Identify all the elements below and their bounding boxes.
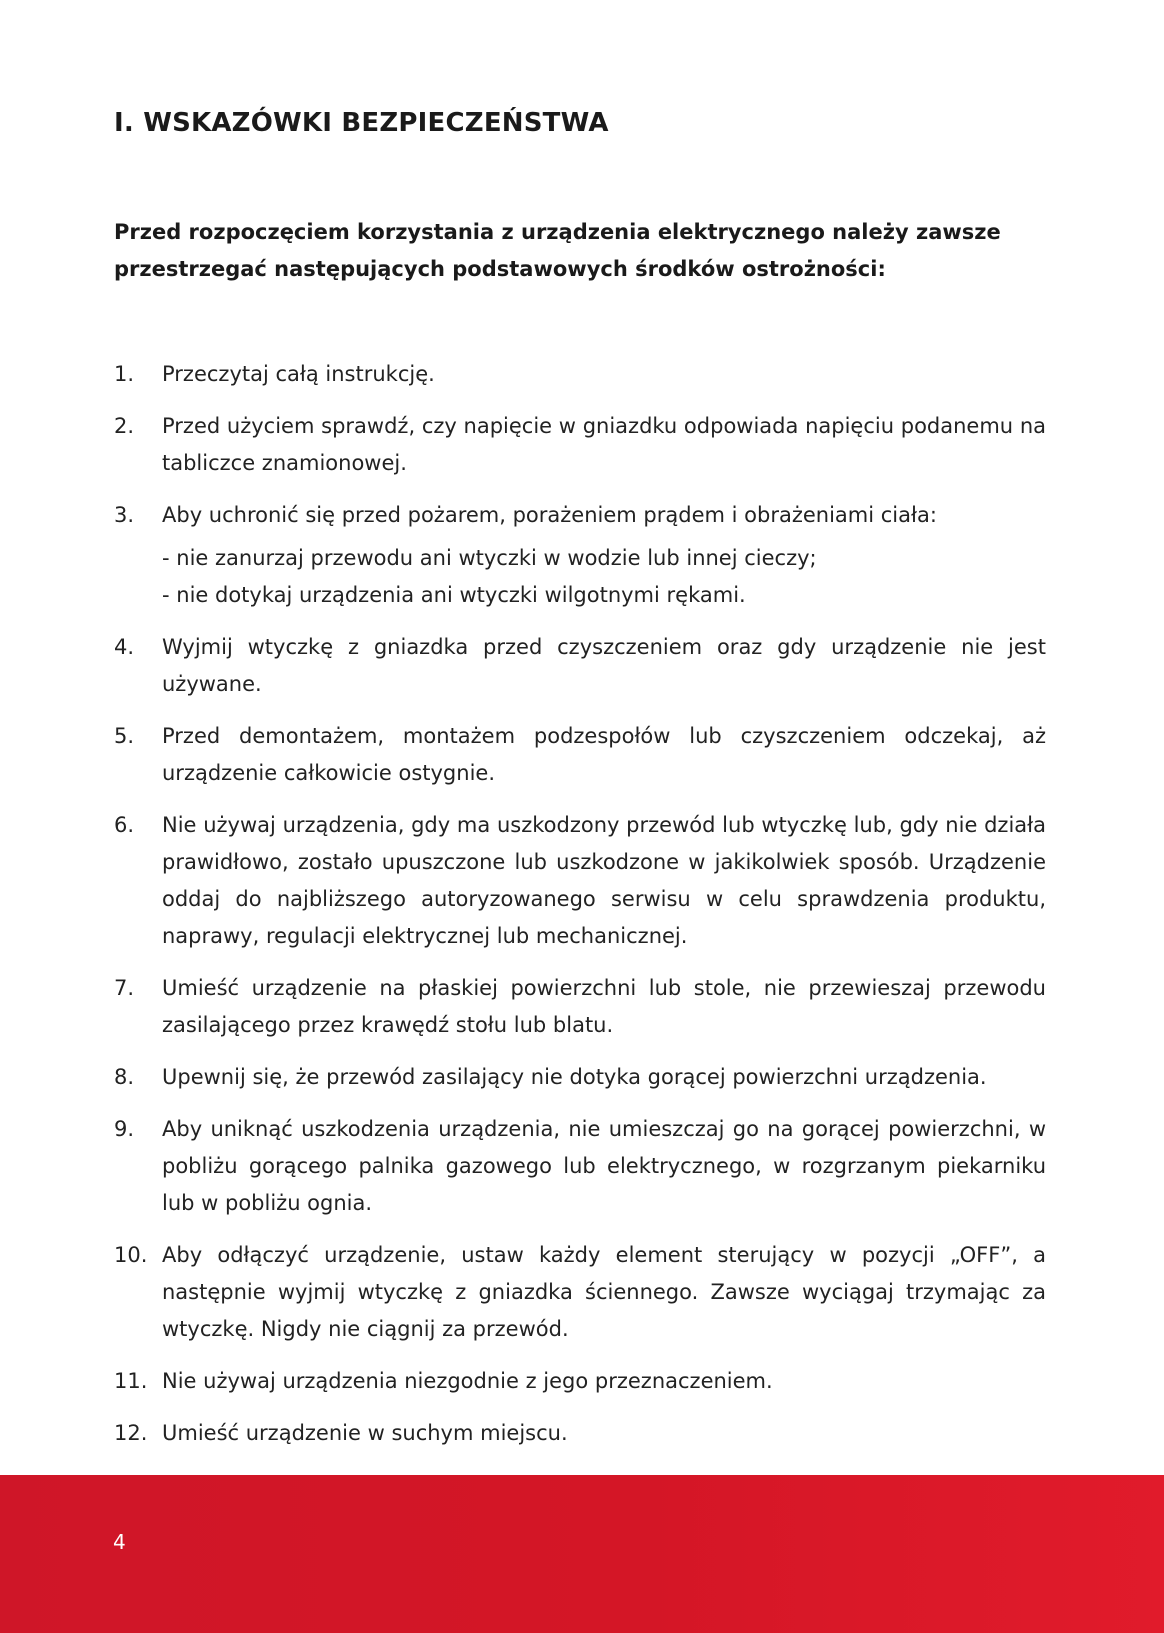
page-number: 4 [113, 1530, 126, 1554]
item-text: Upewnij się, że przewód zasilający nie dotyka gorącej powierzchni urządzenia. [162, 1065, 987, 1089]
item-text: Przeczytaj całą instrukcję. [162, 362, 435, 386]
item-text: Przed demontażem, montażem podzespołów lub czyszczeniem odczekaj, aż urządzenie całkowicie ostygnie. [162, 724, 1046, 785]
list-item [114, 1111, 1046, 1222]
intro-paragraph: Przed rozpoczęciem korzystania z urządzenia elektrycznego należy zawsze przestrzegać następujących podstawowych środków ostrożności: [114, 220, 1001, 281]
footer-bar [0, 1475, 1164, 1633]
list-item [114, 1237, 1046, 1348]
safety-instructions-list [114, 356, 1046, 1467]
list-item [114, 497, 1046, 614]
item-subpoint: - nie zanurzaj przewodu ani wtyczki w wodzie lub innej cieczy; [162, 546, 817, 570]
list-item [114, 629, 1046, 703]
page-title: I. WSKAZÓWKI BEZPIECZEŃSTWA [114, 108, 609, 138]
list-item [114, 356, 1046, 393]
list-item [114, 807, 1046, 955]
list-item [114, 718, 1046, 792]
item-number: 7. [114, 976, 135, 1000]
item-number: 12. [114, 1421, 148, 1445]
item-text: Wyjmij wtyczkę z gniazdka przed czyszczeniem oraz gdy urządzenie nie jest używane. [162, 635, 1046, 696]
item-text: Przed użyciem sprawdź, czy napięcie w gniazdku odpowiada napięciu podanemu na tabliczce znamionowej. [162, 414, 1046, 475]
item-number: 6. [114, 813, 135, 837]
item-number: 10. [114, 1243, 148, 1267]
item-text: Nie używaj urządzenia niezgodnie z jego przeznaczeniem. [162, 1369, 773, 1393]
item-text: Nie używaj urządzenia, gdy ma uszkodzony przewód lub wtyczkę lub, gdy nie działa prawidłowo, zostało upuszczone lub uszkodzone w jakikolwiek sposób. Urządzenie oddaj do najbliższego autoryzowanego serwisu w celu sprawdzenia produktu, naprawy, regulacji elektrycznej lub mechanicznej. [162, 813, 1046, 948]
item-number: 9. [114, 1117, 135, 1141]
item-number: 1. [114, 362, 135, 386]
item-text: Aby uniknąć uszkodzenia urządzenia, nie umieszczaj go na gorącej powierzchni, w pobliżu gorącego palnika gazowego lub elektrycznego, w rozgrzanym piekarniku lub w pobliżu ognia. [162, 1117, 1046, 1215]
item-number: 4. [114, 635, 135, 659]
list-item [114, 1415, 1046, 1452]
item-text: Umieść urządzenie w suchym miejscu. [162, 1421, 568, 1445]
item-number: 11. [114, 1369, 148, 1393]
list-item [114, 1059, 1046, 1096]
item-subpoint: - nie dotykaj urządzenia ani wtyczki wilgotnymi rękami. [162, 583, 746, 607]
list-item [114, 408, 1046, 482]
item-text: Aby odłączyć urządzenie, ustaw każdy element sterujący w pozycji „OFF”, a następnie wyjmij wtyczkę z gniazdka ściennego. Zawsze wyciągaj trzymając za wtyczkę. Nigdy nie ciągnij za przewód. [162, 1243, 1046, 1341]
item-number: 8. [114, 1065, 135, 1089]
item-number: 3. [114, 503, 135, 527]
list-item [114, 1363, 1046, 1400]
list-item [114, 970, 1046, 1044]
item-number: 5. [114, 724, 135, 748]
item-text: Umieść urządzenie na płaskiej powierzchni lub stole, nie przewieszaj przewodu zasilającego przez krawędź stołu lub blatu. [162, 976, 1046, 1037]
item-text: Aby uchronić się przed pożarem, porażeniem prądem i obrażeniami ciała: [162, 503, 937, 527]
item-number: 2. [114, 414, 135, 438]
